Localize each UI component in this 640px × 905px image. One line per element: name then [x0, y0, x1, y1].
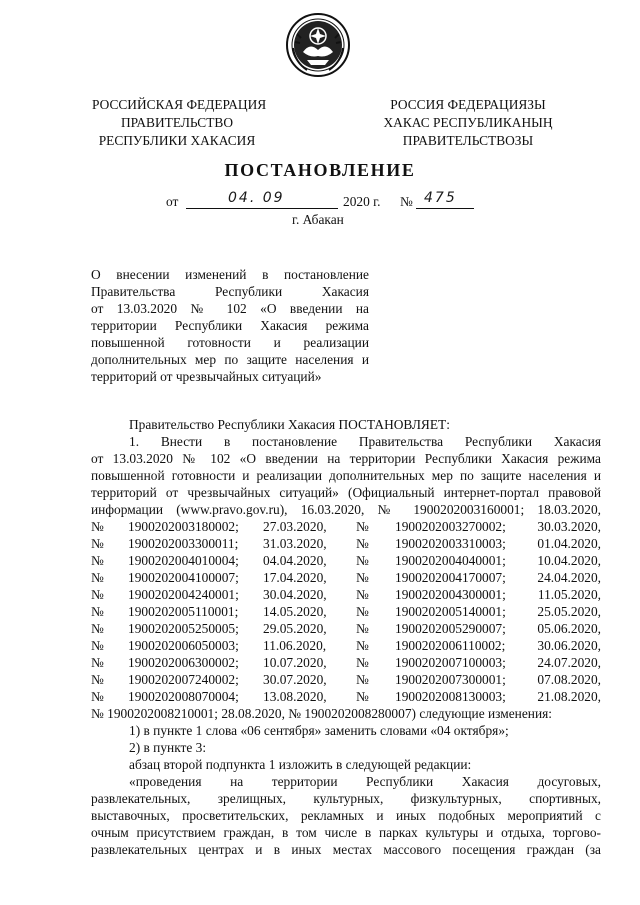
header-right-line: РОССИЯ ФЕДЕРАЦИЯЗЫ: [390, 97, 546, 112]
pub-cell: 1900202005250005;: [128, 621, 239, 636]
pub-cell: 1900202003180002;: [128, 519, 239, 534]
pub-cell: 21.08.2020,: [537, 689, 601, 704]
pub-cell: 1900202006300002;: [128, 655, 239, 670]
publication-row: [91, 620, 601, 637]
pub-cell: 13.08.2020,: [263, 689, 327, 704]
item1-line: территорий от чрезвычайных ситуаций» (Официальный интернет-портал правовой: [91, 485, 601, 500]
pub-cell: №: [356, 672, 369, 687]
pub-cell: 17.04.2020,: [263, 570, 327, 585]
publication-row: [91, 654, 601, 671]
pub-cell: 10.07.2020,: [263, 655, 327, 670]
pub-cell: №: [356, 621, 369, 636]
pub-cell: 1900202004010004;: [128, 553, 239, 568]
pub-cell: №: [356, 536, 369, 551]
quote-line: развлекательных центрах и в иных местах массового посещения граждан (за: [91, 842, 601, 857]
number-handwritten: 475: [424, 190, 457, 206]
header-right-line: ХАКАС РЕСПУБЛИКАНЫҢ: [383, 115, 553, 130]
pub-cell: 1900202005290007;: [395, 621, 506, 636]
pub-cell: 30.04.2020,: [263, 587, 327, 602]
date-year: 2020 г.: [343, 194, 381, 209]
pub-cell: 1900202008070004;: [128, 689, 239, 704]
pub-cell: 1900202004240001;: [128, 587, 239, 602]
subitem-2: 2) в пункте 3:: [129, 740, 207, 755]
pub-cell: №: [356, 638, 369, 653]
pub-cell: 04.04.2020,: [263, 553, 327, 568]
publication-row: [91, 637, 601, 654]
pub-cell: 07.08.2020,: [537, 672, 601, 687]
pub-cell: №: [91, 655, 104, 670]
subject-line: от 13.03.2020 № 102 «О введении на: [91, 301, 369, 316]
paragraph-line: абзац второй подпункта 1 изложить в следующей редакции:: [129, 757, 472, 772]
pub-cell: №: [91, 570, 104, 585]
pub-cell: 1900202004040001;: [395, 553, 506, 568]
pub-cell: 31.03.2020,: [263, 536, 327, 551]
pub-cell: 11.05.2020,: [537, 587, 601, 602]
pub-cell: 1900202003310003;: [395, 536, 506, 551]
publication-row: [91, 552, 601, 569]
pub-cell: 24.04.2020,: [537, 570, 601, 585]
quote-line: выставочных, просветительских, рекламных и иных подобных мероприятий с: [91, 808, 601, 823]
document-body: [91, 416, 601, 858]
item1-line: от 13.03.2020 № 102 «О введении на территории Республики Хакасия режима: [91, 451, 601, 466]
date-from-label: от: [166, 194, 179, 209]
quote-line: «проведения на территории Республики Хакасия досуговых,: [129, 774, 601, 789]
publications-list: [91, 518, 601, 705]
subject-line: повышенной готовности и реализации: [91, 335, 369, 350]
subject-line: дополнительных мер по защите населения и: [91, 352, 369, 367]
pub-cell: 1900202003300011;: [128, 536, 239, 551]
pub-cell: 14.05.2020,: [263, 604, 327, 619]
quote-line: очным присутствием граждан, в том числе в парках культуры и отдыха, торгово-: [91, 825, 601, 840]
publication-row: [91, 518, 601, 535]
subject-line: О внесении изменений в постановление: [91, 267, 369, 282]
document-title: ПОСТАНОВЛЕНИЕ: [224, 160, 416, 180]
pub-cell: 1900202007240002;: [128, 672, 239, 687]
coat-of-arms-icon: [285, 12, 351, 78]
subject-line: территории Республики Хакасия режима: [91, 318, 369, 333]
subject-line: Правительства Республики Хакасия: [91, 284, 369, 299]
item1-line: 1. Внести в постановление Правительства Республики Хакасия: [129, 434, 601, 449]
pub-cell: №: [91, 604, 104, 619]
pub-cell: №: [356, 604, 369, 619]
header-left-line: ПРАВИТЕЛЬСТВО: [120, 115, 233, 130]
item1-line: информации (www.pravo.gov.ru), 16.03.2020, № 1900202003160001; 18.03.2020,: [91, 502, 601, 517]
publication-row: [91, 569, 601, 586]
pub-cell: 1900202005140001;: [395, 604, 506, 619]
publication-row: [91, 688, 601, 705]
pub-cell: №: [91, 553, 104, 568]
pub-cell: 01.04.2020,: [537, 536, 601, 551]
header-left-line: РЕСПУБЛИКИ ХАКАСИЯ: [98, 133, 256, 148]
pub-cell: 1900202007300001;: [395, 672, 506, 687]
pub-cell: №: [356, 655, 369, 670]
pub-cell: 29.05.2020,: [263, 621, 327, 636]
pub-cell: 1900202005110001;: [128, 604, 239, 619]
subject-block: [91, 266, 369, 385]
publication-row: [91, 671, 601, 688]
publication-row: [91, 586, 601, 603]
pub-cell: №: [91, 519, 104, 534]
publication-row: [91, 603, 601, 620]
quote-line: развлекательных, зрелищных, культурных, физкультурных, спортивных,: [91, 791, 601, 806]
pub-cell: №: [91, 672, 104, 687]
pub-cell: №: [91, 536, 104, 551]
pub-cell: 1900202006050003;: [128, 638, 239, 653]
pub-cell: №: [356, 689, 369, 704]
pub-cell: 30.03.2020,: [537, 519, 601, 534]
pub-cell: 1900202004300001;: [395, 587, 506, 602]
pub-cell: 10.04.2020,: [537, 553, 601, 568]
pub-cell: №: [356, 570, 369, 585]
date-handwritten: 04. 09: [228, 190, 285, 206]
header-right-line: ПРАВИТЕЛЬСТВОЗЫ: [402, 133, 534, 148]
pub-cell: №: [356, 519, 369, 534]
header-right: [378, 96, 558, 150]
resolves-line: Правительство Республики Хакасия ПОСТАНОВЛЯЕТ:: [129, 417, 450, 432]
pub-cell: №: [356, 587, 369, 602]
pub-cell: №: [91, 587, 104, 602]
pub-cell: 1900202004100007;: [128, 570, 239, 585]
publications-tail: № 1900202008210001; 28.08.2020, № 1900202008280007) следующие изменения:: [91, 706, 553, 721]
pub-cell: 30.06.2020,: [537, 638, 601, 653]
pub-cell: 24.07.2020,: [537, 655, 601, 670]
pub-cell: №: [91, 621, 104, 636]
publication-row: [91, 535, 601, 552]
pub-cell: 05.06.2020,: [537, 621, 601, 636]
pub-cell: 27.03.2020,: [263, 519, 327, 534]
subitem-1: 1) в пункте 1 слова «06 сентября» заменить словами «04 октября»;: [129, 723, 509, 738]
pub-cell: №: [91, 638, 104, 653]
item1-line: повышенной готовности и реализации дополнительных мер по защите населения и: [91, 468, 601, 483]
pub-cell: №: [91, 689, 104, 704]
city: г. Абакан: [292, 212, 344, 227]
pub-cell: №: [356, 553, 369, 568]
pub-cell: 25.05.2020,: [537, 604, 601, 619]
pub-cell: 1900202003270002;: [395, 519, 506, 534]
pub-cell: 30.07.2020,: [263, 672, 327, 687]
header-left: [92, 96, 267, 150]
pub-cell: 1900202007100003;: [395, 655, 506, 670]
number-label: №: [400, 194, 413, 209]
pub-cell: 1900202004170007;: [395, 570, 506, 585]
pub-cell: 1900202006110002;: [395, 638, 506, 653]
pub-cell: 11.06.2020,: [263, 638, 327, 653]
pub-cell: 1900202008130003;: [395, 689, 506, 704]
header-left-line: РОССИЙСКАЯ ФЕДЕРАЦИЯ: [92, 97, 267, 112]
subject-line: территорий от чрезвычайных ситуаций»: [91, 369, 322, 384]
